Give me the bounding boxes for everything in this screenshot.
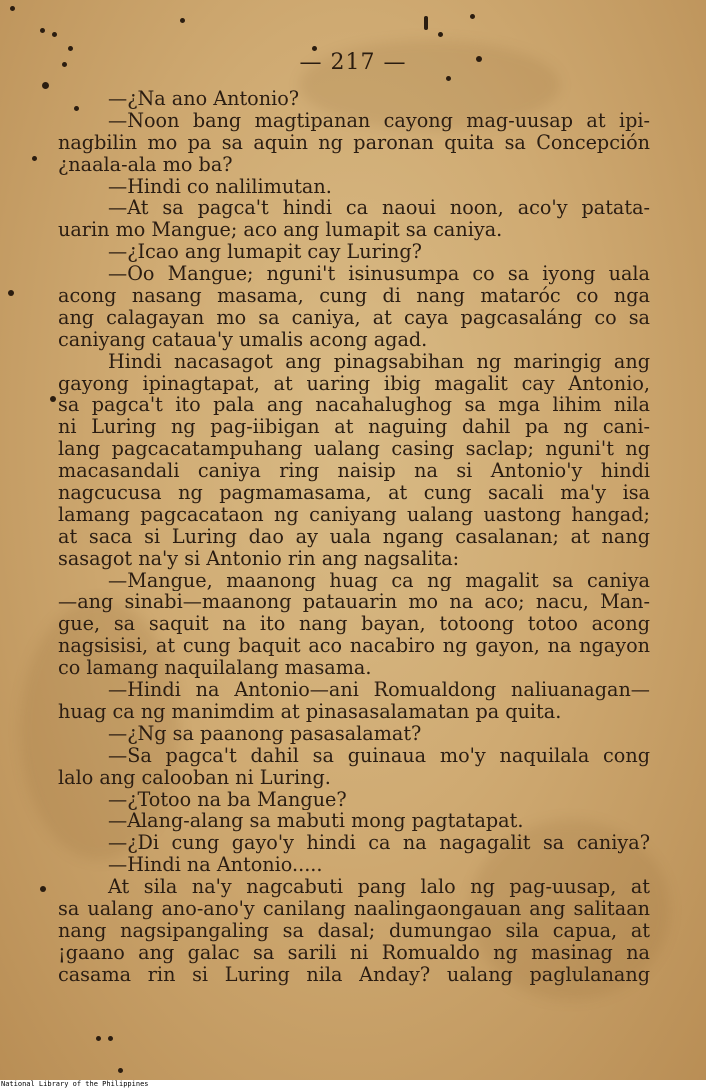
text-line: nang nagsipangaling sa dasal; dumungao sila capua, at: [58, 919, 650, 942]
library-credit: National Library of the Philippines: [1, 1080, 149, 1088]
body-text: [58, 88, 650, 986]
text-line: sasagot na'y si Antonio rin ang nagsalita:: [58, 547, 460, 570]
ink-speck: [40, 886, 46, 892]
ink-speck: [40, 28, 45, 33]
text-line: At sila na'y nagcabuti pang lalo ng pag-uusap, at: [108, 876, 650, 898]
ink-speck: [96, 1036, 101, 1041]
text-line: —¿Di cung gayo'y hindi ca na nagagalit sa caniya?: [108, 832, 650, 855]
text-line: —¿Icao ang lumapit cay Luring?: [108, 241, 422, 264]
text-line: ¿naala-ala mo ba?: [58, 153, 233, 176]
text-line: gue, sa saquit na ito nang bayan, totoong totoo acong: [58, 613, 650, 636]
text-line: —¿Ng sa paanong pasasalamat?: [108, 722, 422, 745]
text-line: lang pagcacatampuhang ualang casing saclap; nguni't ng: [58, 438, 650, 461]
text-line: huag ca ng manimdim at pinasasalamatan pa quita.: [58, 700, 562, 723]
ink-speck: [118, 1068, 123, 1073]
ink-speck: [50, 396, 56, 402]
ink-speck: [108, 1036, 113, 1041]
text-line: lamang pagcacataon ng caniyang ualang uastong hangad;: [58, 503, 650, 526]
text-line: —At sa pagca't hindi ca naoui noon, aco'y patata-: [108, 197, 650, 220]
text-line: nagcucusa ng pagmamasama, at cung sacali ma'y isa: [58, 482, 650, 504]
text-line: —Sa pagca't dahil sa guinaua mo'y naquilala cong: [108, 744, 650, 767]
text-line: sa pagca't ito pala ang nacahalughog sa mga lihim nila: [58, 394, 650, 417]
text-line: —Alang-alang sa mabuti mong pagtatapat.: [108, 810, 524, 833]
text-line: —Noon bang magtipanan cayong mag-uusap at ipi-: [108, 109, 650, 132]
text-line: uarin mo Mangue; aco ang lumapit sa caniya.: [58, 219, 503, 242]
text-line: co lamang naquilalang masama.: [58, 657, 372, 680]
text-line: —ang sinabi—maanong patauarin mo na aco; nacu, Man-: [58, 591, 650, 614]
text-line: nagbilin mo pa sa aquin ng paronan quita sa Concepción: [58, 131, 650, 154]
text-line: lalo ang calooban ni Luring.: [58, 766, 331, 789]
page-number: — 217 —: [299, 50, 407, 75]
text-line: ang calagayan mo sa caniya, at caya pagcasaláng co sa: [58, 306, 650, 329]
text-line: Hindi nacasagot ang pinagsabihan ng maringig ang: [108, 350, 650, 373]
text-line: gayong ipinagtapat, at uaring ibig magalit cay Antonio,: [58, 372, 650, 395]
ink-speck: [42, 82, 49, 89]
ink-speck: [10, 6, 15, 11]
text-line: —Hindi co nalilimutan.: [108, 175, 332, 198]
ink-speck: [32, 156, 37, 161]
ink-speck: [438, 32, 443, 37]
text-line: —¿Na ano Antonio?: [108, 88, 300, 110]
text-line: —Mangue, maanong huag ca ng magalit sa caniya: [108, 569, 650, 592]
text-line: macasandali caniya ring naisip na si Antonio'y hindi: [58, 460, 650, 483]
text-line: —¿Totoo na ba Mangue?: [108, 788, 347, 811]
ink-speck: [470, 14, 475, 19]
text-line: caniyang catauа'y umalis acong agad.: [58, 328, 428, 351]
text-line: —Hindi na Antonio—ani Romualdong naliuanagan—: [108, 679, 650, 701]
text-line: ni Luring ng pag-iibigan at naguing dahil pa ng cani-: [58, 416, 650, 439]
ink-speck: [424, 16, 428, 30]
text-line: —Hindi na Antonio.....: [108, 854, 323, 877]
text-line: nagsisisi, at cung baquit aco nacabiro ng gayon, na ngayon: [58, 635, 650, 658]
text-line: —Oo Mangue; nguni't isinusumpa co sa iyong uala: [108, 263, 650, 286]
text-line: acong nasang masama, cung di nang mataróc co nga: [58, 285, 650, 307]
text-line: casama rin si Luring nila Anday? ualang paglulanang: [58, 963, 650, 986]
ink-speck: [8, 290, 14, 296]
ink-speck: [52, 32, 57, 37]
text-line: ¡gaano ang galac sa sarili ni Romualdo ng masinag na: [58, 941, 650, 964]
ink-speck: [446, 76, 451, 81]
text-line: at saca si Luring dao ay uala ngang casalanan; at nang: [58, 525, 650, 548]
text-line: sa ualang ano-ano'y canilang naalingaongauan ang salitaan: [58, 897, 650, 920]
ink-speck: [180, 18, 185, 23]
